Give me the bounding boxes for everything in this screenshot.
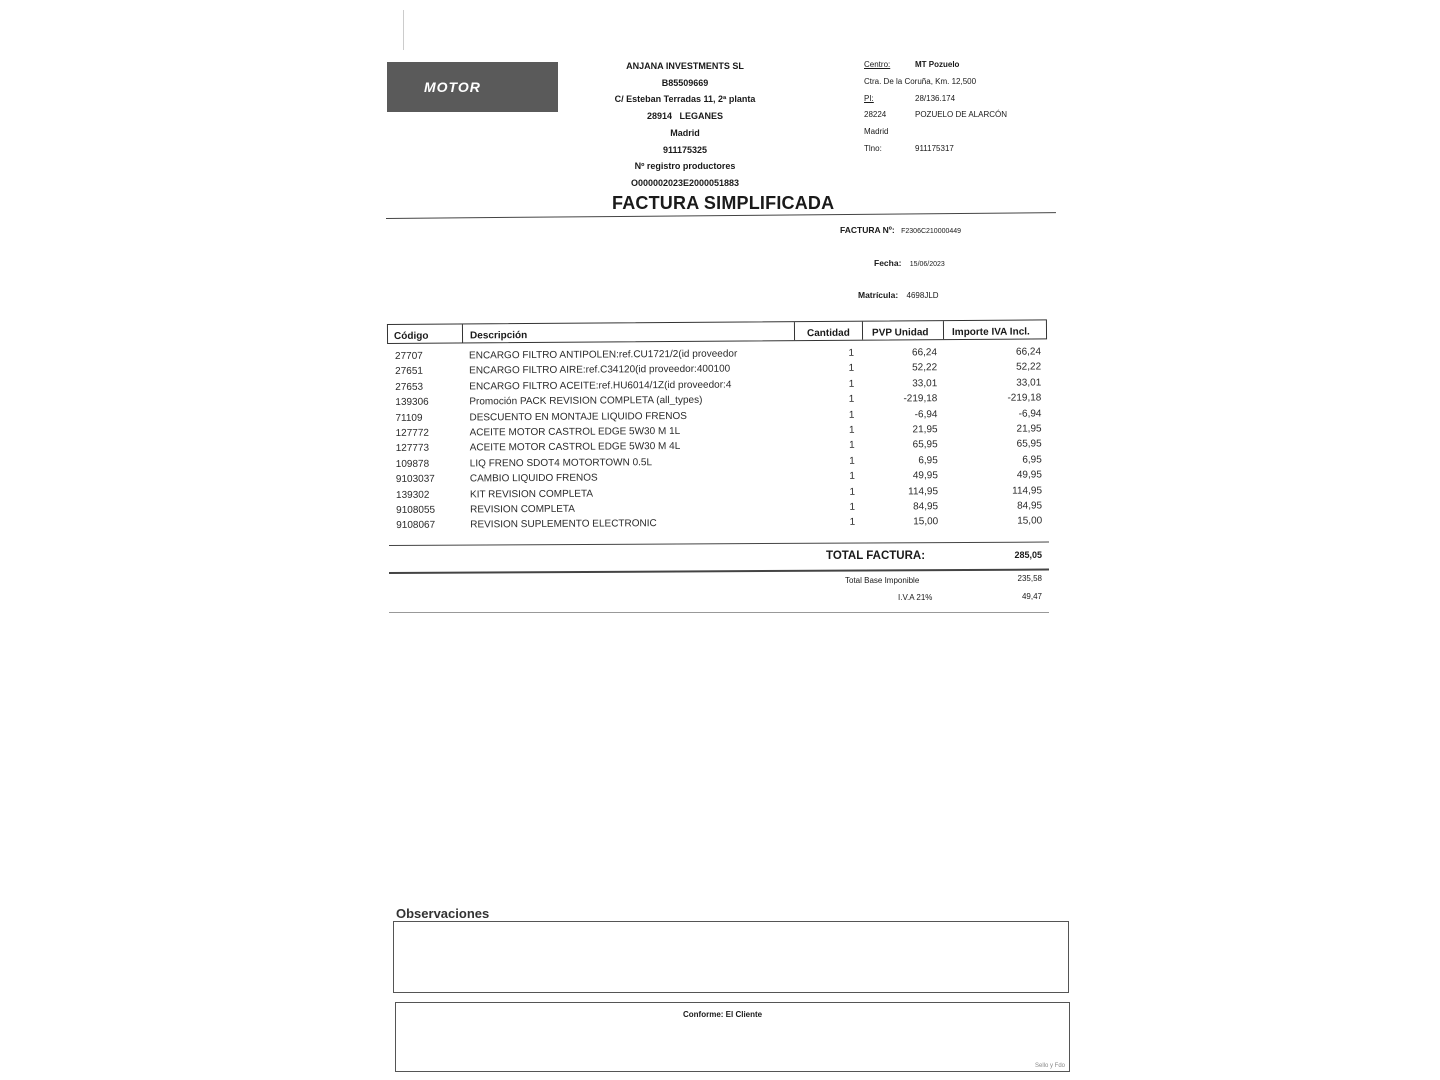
header-divider xyxy=(943,321,944,339)
footer-mark: Sello y Fdo xyxy=(1035,1063,1066,1069)
iva-label: I.V.A 21% xyxy=(898,593,933,602)
company-registry-label: Nº registro productores xyxy=(634,161,736,172)
row-qty: 1 xyxy=(849,501,856,513)
row-description: Promoción PACK REVISION COMPLETA (all_types) xyxy=(469,394,703,408)
company-name: ANJANA INVESTMENTS SL xyxy=(626,61,744,71)
row-import: 114,95 xyxy=(1012,484,1043,497)
invoice-plate-row xyxy=(858,290,939,300)
row-pvp: 52,22 xyxy=(912,362,938,374)
row-code: 9108055 xyxy=(396,504,436,516)
iva-value: 49,47 xyxy=(1021,592,1042,601)
centro-phone: 911175317 xyxy=(915,143,954,153)
invoice-number: F2306C210000449 xyxy=(901,228,962,235)
row-pvp: 33,01 xyxy=(912,377,938,390)
row-description: CAMBIO LIQUIDO FRENOS xyxy=(469,472,598,485)
row-import: 84,95 xyxy=(1017,500,1043,512)
company-province: Madrid xyxy=(670,127,700,138)
row-code: 27653 xyxy=(395,381,424,393)
observaciones-box xyxy=(393,921,1069,993)
row-import: 65,95 xyxy=(1016,438,1042,450)
centro-address: Ctra. De la Coruña, Km. 12,500 xyxy=(864,76,977,86)
row-qty: 1 xyxy=(849,440,855,452)
invoice-plate-label: Matrícula: xyxy=(858,290,899,300)
row-code: 9108067 xyxy=(396,519,436,532)
row-import: 49,95 xyxy=(1016,469,1042,481)
centro-province: Madrid xyxy=(864,127,889,137)
row-code: 71109 xyxy=(395,412,423,424)
invoice-plate: 4698JLD xyxy=(906,291,939,300)
centro-label: Centro: xyxy=(864,60,891,69)
total-value: 285,05 xyxy=(1014,550,1042,560)
row-pvp: 114,95 xyxy=(908,485,939,497)
row-import: 66,24 xyxy=(1015,346,1042,358)
row-qty: 1 xyxy=(848,378,855,390)
row-pvp: 15,00 xyxy=(913,516,939,528)
row-qty: 1 xyxy=(848,363,855,375)
invoice-number-row xyxy=(840,225,961,235)
row-qty: 1 xyxy=(849,470,855,482)
centro-postal: 28224 xyxy=(864,110,887,120)
centro-city: POZUELO DE ALARCÓN xyxy=(915,110,1008,120)
totals-divider-bottom xyxy=(389,612,1049,613)
row-qty: 1 xyxy=(849,455,855,467)
row-pvp: 84,95 xyxy=(913,501,939,513)
row-description: ACEITE MOTOR CASTROL EDGE 5W30 M 4L xyxy=(469,441,681,454)
row-qty: 1 xyxy=(849,486,856,498)
table-body xyxy=(387,346,1048,535)
company-info xyxy=(590,58,780,192)
row-description: ENCARGO FILTRO AIRE:ref.C34120(id proveedor:400100 xyxy=(469,363,731,377)
row-code: 9103037 xyxy=(395,473,435,486)
totals-divider-top xyxy=(389,542,1049,546)
row-code: 127773 xyxy=(395,443,430,455)
header-description: Descripción xyxy=(469,330,528,342)
header-code: Código xyxy=(393,330,429,342)
invoice-number-label: FACTURA Nº: xyxy=(840,225,895,235)
row-qty: 1 xyxy=(848,393,855,405)
total-label: TOTAL FACTURA: xyxy=(826,550,926,562)
conforme-label: Conforme: El Cliente xyxy=(683,1010,763,1019)
company-address: C/ Esteban Terradas 11, 2ª planta xyxy=(614,94,756,105)
company-logo xyxy=(387,62,558,112)
row-code: 109878 xyxy=(395,458,430,470)
row-description: REVISION SUPLEMENTO ELECTRONIC xyxy=(470,518,657,531)
row-qty: 1 xyxy=(848,424,855,436)
header-import: Importe IVA Incl. xyxy=(951,326,1030,339)
row-pvp: 65,95 xyxy=(912,439,938,451)
row-pvp: 21,95 xyxy=(912,424,938,436)
company-registry-number: O000002023E2000051883 xyxy=(630,177,740,188)
row-qty: 1 xyxy=(849,517,856,529)
invoice-date: 15/06/2023 xyxy=(909,261,945,268)
row-import: 52,22 xyxy=(1016,361,1042,373)
row-description: ENCARGO FILTRO ANTIPOLEN:ref.CU1721/2(id proveedor xyxy=(468,348,738,362)
centro-pi-label: PI: xyxy=(864,93,874,103)
centro-pi-value: 28/136.174 xyxy=(915,93,956,103)
company-cif: B85509669 xyxy=(661,77,709,88)
row-import: 15,00 xyxy=(1017,515,1043,527)
conforme-box xyxy=(395,1002,1070,1072)
scan-mark xyxy=(403,10,404,50)
centro-info xyxy=(864,57,1007,158)
row-pvp: 66,24 xyxy=(911,347,938,359)
row-description: ACEITE MOTOR CASTROL EDGE 5W30 M 1L xyxy=(469,425,681,439)
base-value: 235,58 xyxy=(1017,574,1042,583)
row-code: 127772 xyxy=(395,427,429,439)
company-phone: 911175325 xyxy=(662,144,708,155)
row-qty: 1 xyxy=(848,347,855,359)
document-title: FACTURA SIMPLIFICADA xyxy=(612,193,835,213)
row-qty: 1 xyxy=(848,409,855,421)
row-description: DESCUENTO EN MONTAJE LIQUIDO FRENOS xyxy=(469,410,687,423)
row-pvp: -6,94 xyxy=(914,408,938,420)
centro-phone-label: Tlno: xyxy=(864,143,882,153)
row-code: 139302 xyxy=(395,489,430,501)
row-pvp: 6,95 xyxy=(918,454,938,467)
row-code: 27651 xyxy=(395,366,423,378)
row-import: -6,94 xyxy=(1018,407,1042,420)
table-row xyxy=(388,516,1048,536)
row-code: 27707 xyxy=(394,350,423,362)
row-import: -219,18 xyxy=(1007,392,1042,404)
header-qty: Cantidad xyxy=(806,327,850,340)
invoice-date-row xyxy=(874,258,945,268)
header-divider xyxy=(794,322,795,340)
observaciones-title: Observaciones xyxy=(396,906,490,921)
totals-divider xyxy=(389,569,1049,574)
invoice-date-label: Fecha: xyxy=(874,258,902,268)
base-label: Total Base Imponible xyxy=(845,576,920,585)
table-header xyxy=(387,319,1047,344)
row-import: 33,01 xyxy=(1016,377,1042,389)
row-import: 21,95 xyxy=(1016,423,1042,435)
row-code: 139306 xyxy=(395,396,429,409)
row-description: REVISION COMPLETA xyxy=(470,503,575,516)
row-description: ENCARGO FILTRO ACEITE:ref.HU6014/1Z(id proveedor:4 xyxy=(469,379,732,393)
logo-text: MOTOR xyxy=(424,79,481,95)
row-description: KIT REVISION COMPLETA xyxy=(469,488,594,500)
row-description: LIQ FRENO SDOT4 MOTORTOWN 0.5L xyxy=(469,456,653,470)
row-pvp: -219,18 xyxy=(903,393,938,405)
header-divider xyxy=(462,324,463,342)
centro-name: MT Pozuelo xyxy=(915,60,960,69)
header-divider xyxy=(862,322,863,340)
row-pvp: 49,95 xyxy=(912,470,938,482)
row-import: 6,95 xyxy=(1022,454,1042,466)
company-postal-city: 28914 LEGANES xyxy=(646,111,724,122)
header-pvp: PVP Unidad xyxy=(871,327,929,339)
